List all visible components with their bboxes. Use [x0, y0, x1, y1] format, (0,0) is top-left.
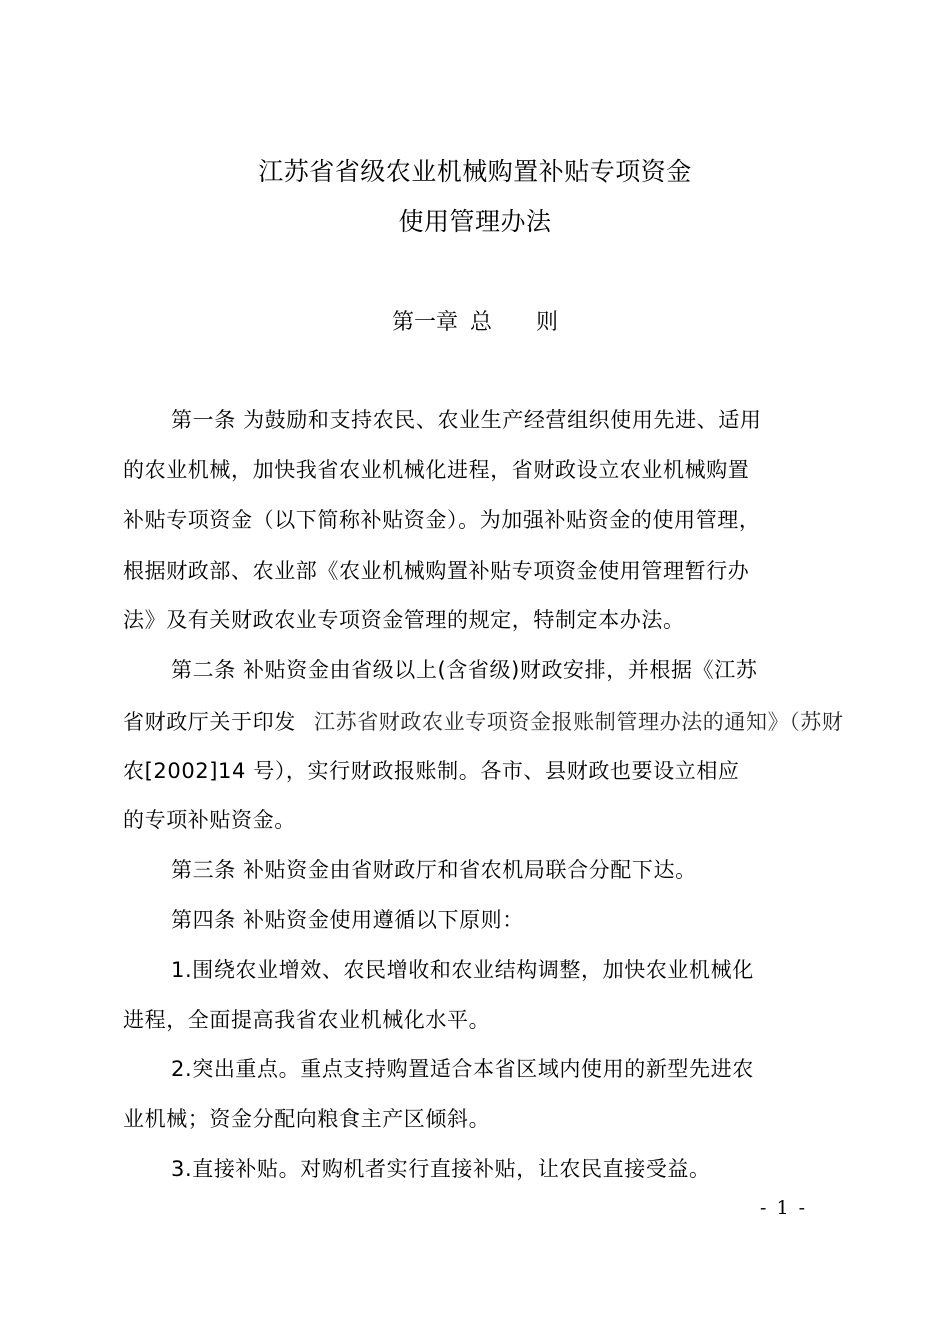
- principle-3: 3.直接补贴。对购机者实行直接补贴，让农民直接受益。: [171, 1157, 711, 1181]
- article-2-line-3: 农[2002]14 号），实行财政报账制。各市、县财政也要设立相应: [123, 759, 740, 783]
- article-4: 第四条 补贴资金使用遵循以下原则：: [171, 908, 524, 932]
- principle-1-line-2: 进程，全面提高我省农业机械化水平。: [123, 1008, 491, 1032]
- article-1-line-5: 法》及有关财政农业专项资金管理的规定，特制定本办法。: [123, 608, 685, 632]
- article-1-line-2: 的农业机械，加快我省农业机械化进程，省财政设立农业机械购置: [123, 458, 750, 482]
- principle-2-line-1: 2.突出重点。重点支持购置适合本省区域内使用的新型先进农: [171, 1057, 754, 1081]
- document-title-line-2: 使用管理办法: [398, 207, 552, 236]
- article-2-line-1: 第二条 补贴资金由省级以上(含省级)财政安排，并根据《江苏: [171, 658, 758, 682]
- article-3: 第三条 补贴资金由省财政厅和省农机局联合分配下达。: [171, 858, 697, 882]
- article-1-line-3: 补贴专项资金（以下简称补贴资金）。为加强补贴资金的使用管理，: [123, 508, 761, 532]
- article-2-line-4: 的专项补贴资金。: [123, 808, 296, 832]
- chapter-name-part-1: 总: [469, 310, 492, 335]
- article-1-line-4: 根据财政部、农业部《农业机械购置补贴专项资金使用管理暂行办: [123, 559, 750, 583]
- article-2-overlapping-text: 江苏省财政农业专项资金报账制管理办法的通知》（苏财: [314, 710, 844, 734]
- chapter-name-part-2: 则: [536, 310, 559, 335]
- article-1-line-1: 第一条 为鼓励和支持农民、农业生产经营组织使用先进、适用: [171, 408, 762, 432]
- chapter-heading: [0, 309, 950, 337]
- principle-2-line-2: 业机械；资金分配向粮食主产区倾斜。: [123, 1107, 491, 1131]
- document-title-line-1: 江苏省省级农业机械购置补贴专项资金: [258, 157, 692, 186]
- article-2-line-2: 省财政厅关于印发: [123, 710, 296, 734]
- principle-1-line-1: 1.围绕农业增效、农民增收和农业结构调整，加快农业机械化: [171, 958, 754, 982]
- chapter-number: 第一章: [391, 310, 458, 335]
- page-number: - 1 -: [760, 1197, 808, 1219]
